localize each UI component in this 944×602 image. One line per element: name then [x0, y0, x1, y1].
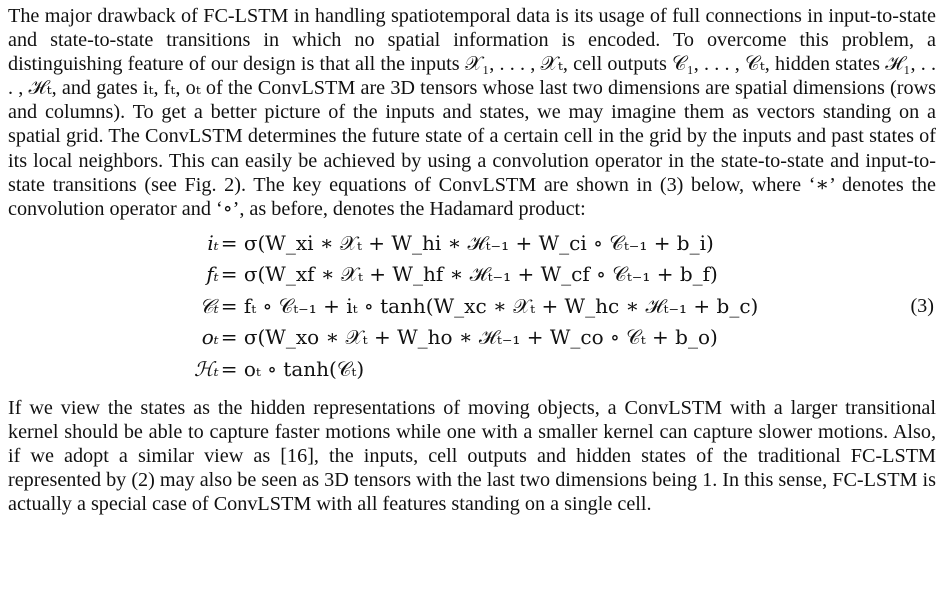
- equation-rhs-input-gate: = σ(W_xi ∗ 𝒳ₜ + W_hi ∗ ℋₜ₋₁ + W_ci ∘ 𝒞ₜ₋₁ + b_i): [220, 230, 714, 255]
- equation-rhs-hidden-state: = oₜ ∘ tanh(𝒞ₜ): [220, 356, 365, 381]
- equation-block: [8, 228, 936, 386]
- equation-rhs-forget-gate: = σ(W_xf ∗ 𝒳ₜ + W_hf ∗ ℋₜ₋₁ + W_cf ∘ 𝒞ₜ₋₁ + b_f): [220, 262, 718, 287]
- equation-rhs-output-gate: = σ(W_xo ∗ 𝒳ₜ + W_ho ∗ ℋₜ₋₁ + W_co ∘ 𝒞ₜ + b_o): [220, 325, 718, 350]
- equation-lhs-input-gate: iₜ: [207, 230, 219, 255]
- equation-rhs-cell-state: = fₜ ∘ 𝒞ₜ₋₁ + iₜ ∘ tanh(W_xc ∗ 𝒳ₜ + W_hc ∗ ℋₜ₋₁ + b_c): [220, 293, 759, 318]
- equation-number: (3): [910, 294, 934, 317]
- paragraph-discussion: If we view the states as the hidden representations of moving objects, a ConvLSTM with a larger transitional kernel should be able to capture faster motions while one with a smaller kernel can capture slower motions. Also, if we adopt a similar view as [16], the inputs, cell outputs and hidden states of the traditional FC-LSTM represented by (2) may also be seen as 3D tensors with the last two dimensions being 1. In this sense, FC-LSTM is actually a special case of ConvLSTM with all features standing on a single cell.: [8, 396, 936, 516]
- paragraph-intro: The major drawback of FC-LSTM in handling spatiotemporal data is its usage of full connections in input-to-state and state-to-state transitions in which no spatial information is encoded. To overcome this problem, a distinguishing feature of our design is that all the inputs 𝒳₁, . . . , 𝒳ₜ, cell outputs 𝒞₁, . . . , 𝒞ₜ, hidden states ℋ₁, . . . , ℋₜ, and gates iₜ, fₜ, oₜ of the ConvLSTM are 3D tensors whose last two dimensions are spatial dimensions (rows and columns). To get a better picture of the inputs and states, we may imagine them as vectors standing on a spatial grid. The ConvLSTM determines the future state of a certain cell in the grid by the inputs and past states of its local neighbors. This can easily be achieved by using a convolution operator in the state-to-state and input-to-state transitions (see Fig. 2). The key equations of ConvLSTM are shown in (3) below, where ‘∗’ denotes the convolution operator and ‘∘’, as before, denotes the Hadamard product:: [8, 5, 936, 220]
- equation-lhs-forget-gate: fₜ: [206, 262, 219, 287]
- equation-grid: [194, 228, 758, 386]
- equation-lhs-hidden-state: ℋₜ: [194, 356, 219, 381]
- equation-lhs-output-gate: oₜ: [201, 325, 219, 350]
- equation-lhs-cell-state: 𝒞ₜ: [199, 293, 219, 318]
